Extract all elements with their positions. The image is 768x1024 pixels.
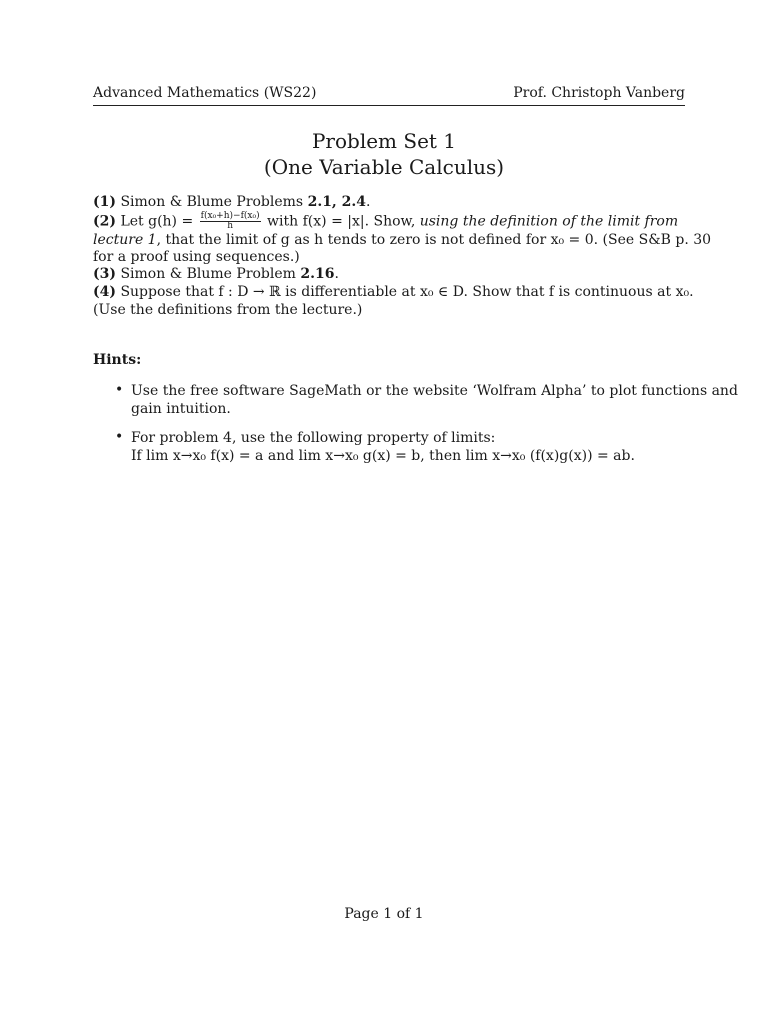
hint-1-line-1: Use the free software SageMath or the website ‘Wolfram Alpha’ to plot functions and — [131, 383, 738, 399]
problem-2-lecture-ref: lecture 1 — [93, 232, 157, 248]
problem-1-refs: 2.1, 2.4 — [307, 194, 367, 210]
hints-heading: Hints: — [93, 352, 142, 368]
problem-2-number: (2) — [93, 213, 116, 230]
problem-3-refs: 2.16 — [300, 266, 335, 282]
bullet-icon: • — [115, 382, 124, 398]
problem-1-number: (1) — [93, 194, 116, 210]
problem-4-text: Suppose that f : D → ℝ is differentiable at x₀ ∈ D. Show that f is continuous at x₀. — [116, 284, 694, 300]
problem-2-text-a: Let g(h) = — [116, 213, 198, 230]
hint-1-line-2: gain intuition. — [131, 401, 231, 417]
problem-2-line-1 — [93, 212, 685, 231]
difference-quotient — [200, 212, 261, 231]
fraction-denominator: h — [227, 221, 234, 231]
problem-2-text-c: using the definition of the limit from — [419, 213, 679, 230]
problem-4-line-2: (Use the definitions from the lecture.) — [93, 302, 363, 318]
problem-2-line-2 — [93, 231, 712, 249]
hint-2-line-2: If lim x→x₀ f(x) = a and lim x→x₀ g(x) = b, then lim x→x₀ (f(x)g(x)) = ab. — [131, 448, 635, 464]
problem-1 — [93, 193, 685, 211]
problem-set-title: Problem Set 1 — [311, 129, 457, 153]
professor-name: Prof. Christoph Vanberg — [513, 85, 685, 101]
problem-3-text: Simon & Blume Problem — [116, 266, 301, 282]
problem-1-text: Simon & Blume Problems — [116, 194, 308, 210]
problem-set-subtitle: (One Variable Calculus) — [263, 155, 505, 179]
problem-3 — [93, 265, 685, 283]
fraction-numerator: f(x₀+h)−f(x₀) — [200, 211, 260, 221]
problem-2-text-b: with f(x) = |x|. Show, — [262, 213, 420, 230]
problem-4-number: (4) — [93, 284, 116, 300]
problem-3-end: . — [334, 266, 339, 282]
hint-2-line-1: For problem 4, use the following property of limits: — [131, 430, 496, 446]
problem-1-end: . — [366, 194, 371, 210]
bullet-icon: • — [115, 429, 124, 445]
page-number: Page 1 of 1 — [344, 906, 424, 922]
problem-3-number: (3) — [93, 266, 116, 282]
problem-2-line-2-rest: , that the limit of g as h tends to zero is not defined for x₀ = 0. (See S&B p. 30 — [156, 232, 712, 248]
problem-2-line-3: for a proof using sequences.) — [93, 249, 300, 265]
problem-4-line-1 — [93, 283, 694, 301]
course-title: Advanced Mathematics (WS22) — [93, 85, 317, 101]
page-header — [93, 85, 685, 106]
